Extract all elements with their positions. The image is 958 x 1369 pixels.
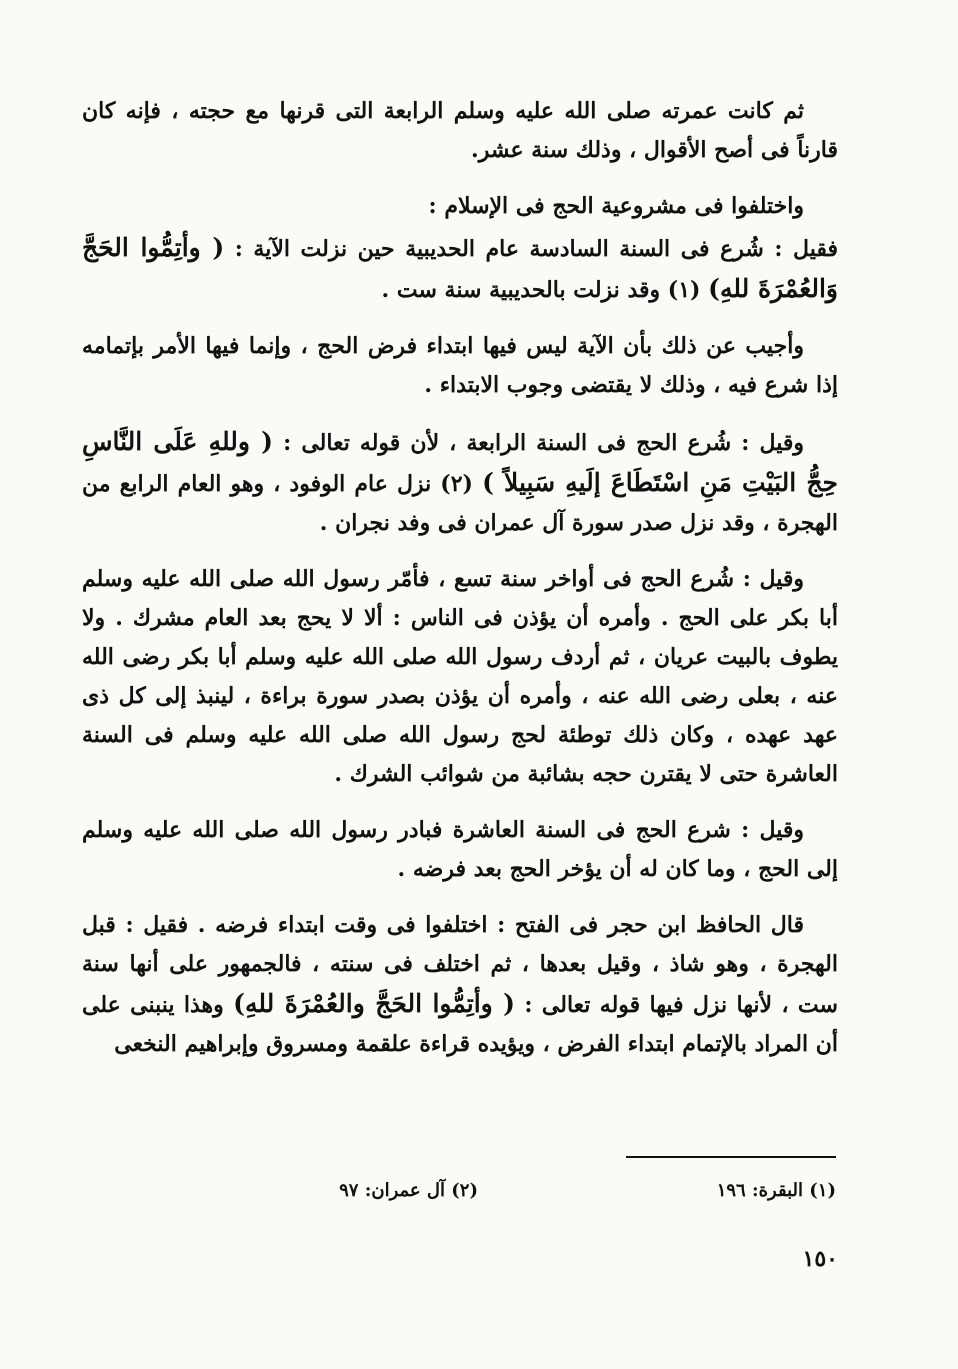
paragraph-disagreement-intro: واختلفوا فى مشروعية الحج فى الإسلام : xyxy=(428,193,804,219)
paragraph-year-six xyxy=(82,228,838,310)
footnote-2: (٢) آل عمران: ٩٧ xyxy=(339,1180,478,1201)
paragraph-ibn-hajar xyxy=(82,906,838,1064)
paragraph-year-four xyxy=(82,422,838,543)
main-text xyxy=(82,92,838,1081)
paragraph-text: (١) وقد نزلت بالحديبية سنة ست . xyxy=(381,277,701,303)
quran-verse: ( وأتِمُّوا الحَجَّ والعُمْرَةَ للهِ) xyxy=(233,989,516,1018)
footnote-divider xyxy=(626,1156,836,1158)
paragraph-umrah: ثم كانت عمرته صلى الله عليه وسلم الرابعة التى قرنها مع حجته ، فإنه كان قارناً فى أصح الأقوال ، وذلك سنة عشر. xyxy=(82,98,838,163)
footnotes xyxy=(82,1180,838,1210)
paragraph-text: وهذا ينبنى على أن المراد بالإتمام ابتداء الفرض ، ويؤيده قراءة علقمة ومسروق وإبراهيم النخعى xyxy=(82,992,838,1057)
paragraph-text: فقيل : شُرع فى السنة السادسة عام الحديبية حين نزلت الآية : xyxy=(234,236,838,262)
quran-verse: ( وللهِ عَلَى النَّاسِ حِجُّ البَيْتِ مَنِ اسْتَطَاعَ إلَيهِ سَبِيلاً ) xyxy=(82,427,838,497)
paragraph-text: قال الحافظ ابن حجر فى الفتح : اختلفوا فى وقت ابتداء فرضه . فقيل : قبل الهجرة ، وهو شاذ ، وقيل بعدها ، ثم اختلف فى سنته ، فالجمهور على أنها سنة ست ، لأنها نزل فيها قوله تعالى : xyxy=(82,912,838,1018)
page-number: ١٥٠ xyxy=(802,1246,838,1272)
paragraph-text: (٢) نزل عام الوفود ، وهو العام الرابع من الهجرة ، وقد نزل صدر سورة آل عمران فى وفد نجران . xyxy=(82,471,838,536)
paragraph-year-ten: وقيل : شرع الحج فى السنة العاشرة فبادر رسول الله صلى الله عليه وسلم إلى الحج ، وما كان له أن يؤخر الحج بعد فرضه . xyxy=(82,817,838,882)
paragraph-response: وأجيب عن ذلك بأن الآية ليس فيها ابتداء فرض الحج ، وإنما فيها الأمر بإتمامه إذا شرع فيه ، وذلك لا يقتضى وجوب الابتداء . xyxy=(82,333,838,398)
quran-verse: ( وأتِمُّوا الحَجَّ وَالعُمْرَةَ للهِ) xyxy=(82,233,838,303)
paragraph-year-nine: وقيل : شُرع الحج فى أواخر سنة تسع ، فأمّر رسول الله صلى الله عليه وسلم أبا بكر على الحج . وأمره أن يؤذن فى الناس : ألا لا يحج بعد العام مشرك . ولا يطوف بالبيت عريان ، ثم أردف رسول الله صلى الله عليه وسلم أبا بكر رضى الله عنه ، بعلى رضى الله عنه ، وأمره أن يؤذن بصدر سورة براءة ، لينبذ إلى كل ذى عهد عهده ، وكان ذلك توطئة لحج رسول الله صلى الله عليه وسلم فى السنة العاشرة حتى لا يقترن حجه بشائبة من شوائب الشرك . xyxy=(82,566,838,787)
paragraph-text: وقيل : شُرع الحج فى السنة الرابعة ، لأن قوله تعالى : xyxy=(283,430,804,456)
footnote-1: (١) البقرة: ١٩٦ xyxy=(716,1180,836,1201)
